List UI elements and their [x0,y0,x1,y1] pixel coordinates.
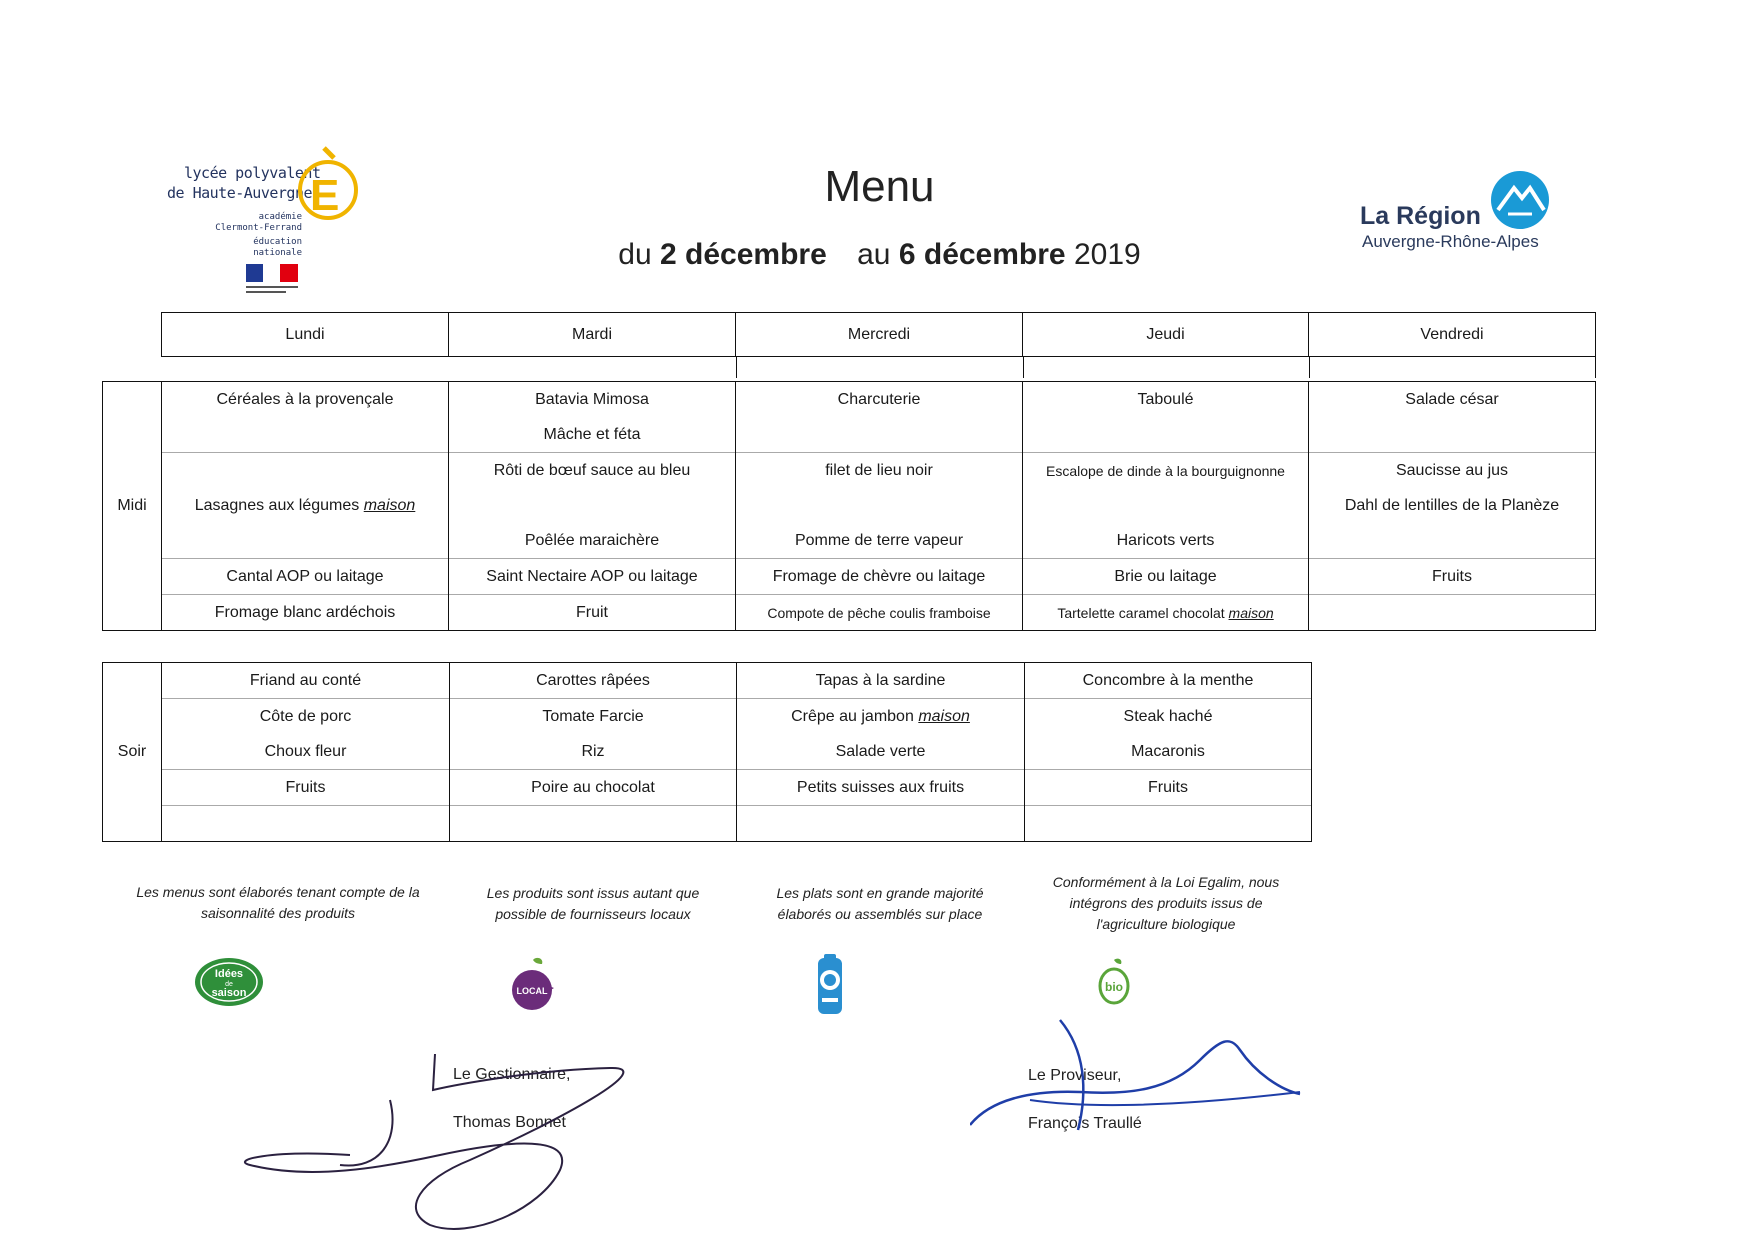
menu-cell [162,453,449,489]
menu-cell [736,488,1023,523]
menu-cell: Salade verte [737,734,1025,770]
menu-cell: Fromage de chèvre ou laitage [736,559,1023,595]
gestionnaire-signature [230,1040,700,1240]
menu-cell [737,806,1025,842]
menu-cell [162,806,450,842]
day-mercredi: Mercredi [736,313,1023,357]
idees-de-saison-icon [193,955,265,1009]
bio-icon [1097,958,1131,1006]
menu-cell: Poire au chocolat [450,770,737,806]
menu-cell: Poêlée maraichère [449,523,736,559]
menu-cell [1309,417,1596,453]
midi-menu-table [102,381,1596,631]
day-lundi: Lundi [162,313,449,357]
menu-cell-with-maison: Crêpe au jambon maison [737,699,1025,735]
local-product-icon [510,956,556,1016]
svg-text:saison: saison [211,987,247,999]
menu-cell: Charcuterie [736,382,1023,418]
menu-cell: Côte de porc [162,699,450,735]
menu-cell [1023,488,1309,523]
menu-cell: filet de lieu noir [736,453,1023,489]
menu-cell: Choux fleur [162,734,450,770]
note-fait-sur-place: Les plats sont en grande majorité élaborés ou assemblés sur place [776,885,984,922]
menu-cell: Dahl de lentilles de la Planèze [1309,488,1596,523]
page-title: Menu [824,162,935,211]
soir-menu-table [102,662,1312,842]
menu-cell [1309,595,1596,631]
menu-cell: Concombre à la menthe [1025,663,1312,699]
svg-text:bio: bio [1105,980,1123,994]
menu-cell: Tomate Farcie [450,699,737,735]
soir-label: Soir [103,663,162,842]
menu-cell [449,488,736,523]
menu-cell: Pomme de terre vapeur [736,523,1023,559]
menu-cell: Cantal AOP ou laitage [162,559,449,595]
note-saisonnalite: Les menus sont élaborés tenant compte de la saisonnalité des produits [136,884,420,921]
menu-cell: Friand au conté [162,663,450,699]
maison-label: maison [1228,604,1274,621]
note-loi-egalim: Conformément à la Loi Egalim, nous intégrons des produits issus de l'agriculture biologique [1052,874,1280,932]
menu-cell [1023,417,1309,453]
menu-cell: Céréales à la provençale [162,382,449,418]
region-logo: La Région Auvergne-Rhône-Alpes [1360,170,1560,260]
maison-label: maison [918,707,970,725]
maison-label: maison [363,496,416,514]
menu-cell: Fruit [449,595,736,631]
svg-text:LOCAL: LOCAL [516,986,548,996]
menu-cell: Batavia Mimosa [449,382,736,418]
svg-text:Idées: Idées [214,968,244,980]
menu-cell [1309,523,1596,559]
menu-cell [162,417,449,453]
menu-cell: Petits suisses aux fruits [737,770,1025,806]
menu-cell [162,523,449,559]
menu-cell: Compote de pêche coulis framboise [736,595,1023,631]
menu-cell: Brie ou laitage [1023,559,1309,595]
fait-maison-icon [816,952,844,1018]
e-letter-logo-icon [294,146,364,226]
menu-cell-with-maison: Tartelette caramel chocolat maison [1023,595,1309,631]
svg-text:E: E [310,171,340,220]
menu-cell: Steak haché [1025,699,1312,735]
menu-cell: Fruits [1309,559,1596,595]
menu-cell: Taboulé [1023,382,1309,418]
menu-cell [450,806,737,842]
note-fournisseurs-locaux: Les produits sont issus autant que possible de fournisseurs locaux [486,885,700,922]
day-jeudi: Jeudi [1023,313,1309,357]
menu-cell: Salade césar [1309,382,1596,418]
menu-cell: Riz [450,734,737,770]
region-mountain-icon [1490,170,1550,230]
menu-cell: Rôti de bœuf sauce au bleu [449,453,736,489]
menu-cell: Fruits [162,770,450,806]
menu-cell: Saint Nectaire AOP ou laitage [449,559,736,595]
menu-cell: Escalope de dinde à la bourguignonne [1023,453,1309,489]
menu-cell: Haricots verts [1023,523,1309,559]
menu-cell: Mâche et féta [449,417,736,453]
menu-cell: Saucisse au jus [1309,453,1596,489]
menu-cell: Carottes râpées [450,663,737,699]
menu-cell-with-maison: Lasagnes aux légumes maison [162,488,449,523]
proviseur-signature [970,1010,1310,1140]
day-vendredi: Vendredi [1309,313,1596,357]
midi-label: Midi [103,382,162,631]
header-spacer-row [736,356,1596,378]
svg-text:de: de [225,981,233,988]
date-range: du 2 décembre au 6 décembre 2019 [618,238,1141,271]
gestionnaire-name: Thomas Bonnet [453,1114,566,1131]
menu-cell: Fromage blanc ardéchois [162,595,449,631]
gestionnaire-role: Le Gestionnaire, [453,1066,571,1083]
proviseur-role: Le Proviseur, [1028,1067,1122,1084]
menu-cell [736,417,1023,453]
menu-cell: Tapas à la sardine [737,663,1025,699]
menu-cell: Macaronis [1025,734,1312,770]
school-logo: lycée polyvalent de Haute-Auvergne académie Clermont-Ferrand éducation nationale E [162,140,362,300]
proviseur-name: François Traullé [1028,1115,1142,1132]
menu-cell: Fruits [1025,770,1312,806]
republique-francaise-flag-icon [246,264,298,296]
day-mardi: Mardi [449,313,736,357]
menu-cell [1025,806,1312,842]
days-header-table [161,312,1596,357]
